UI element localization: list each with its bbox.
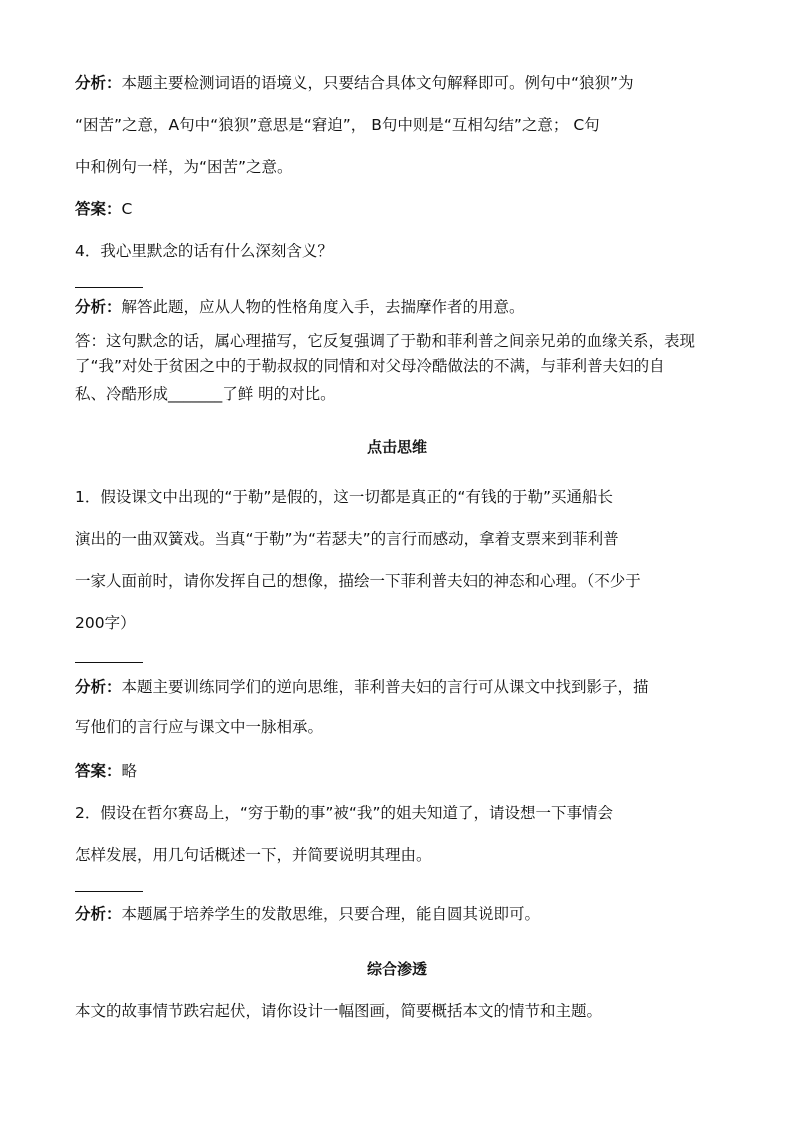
- answer-blank-line: [75, 287, 143, 288]
- s1-q2-analysis: [75, 903, 725, 925]
- answer-blank-line: [75, 662, 143, 663]
- analysis-text: 本题属于培养学生的发散思维，只要合理，能自圆其说即可。: [121, 905, 541, 923]
- s1-q2-line-1: 2．假设在哲尔赛岛上，“穷于勒的事”被“我”的姐夫知道了，请设想一下事情会: [75, 804, 613, 822]
- q3-analysis-line-3: 中和例句一样，为“困苦”之意。: [75, 158, 293, 176]
- s1-q2-line-2: 怎样发展，用几句话概述一下，并简要说明其理由。: [75, 846, 432, 864]
- q4-answer-line-1: 答：这句默念的话，属心理描写，它反复强调了于勒和菲利普之间亲兄弟的血缘关系，表现: [75, 332, 696, 350]
- answer-blank-line: [75, 891, 143, 892]
- s1-q1-line-1: 1．假设课文中出现的“于勒”是假的，这一切都是真正的“有钱的于勒”买通船长: [75, 488, 613, 506]
- s1-q1-analysis-line-2: 写他们的言行应与课文中一脉相承。: [75, 718, 324, 736]
- answer-value: 略: [121, 762, 138, 780]
- analysis-label: 分析：: [75, 74, 122, 92]
- q4-answer-line-2: 了“我”对处于贫困之中的于勒叔叔的同情和对父母冷酷做法的不满，与菲利普夫妇的自: [75, 357, 665, 375]
- analysis-text: 本题主要检测词语的语境义，只要结合具体文句解释即可。例句中“狼狈”为: [121, 74, 634, 92]
- s2-prompt: 本文的故事情节跌宕起伏，请你设计一幅图画，简要概括本文的情节和主题。: [75, 1002, 603, 1020]
- q3-analysis-line-1: [75, 72, 725, 94]
- analysis-text: 本题主要训练同学们的逆向思维，菲利普夫妇的言行可从课文中找到影子，描: [121, 678, 649, 696]
- q3-analysis-line-2: “困苦”之意，A句中“狼狈”意思是“窘迫”， B句中则是“互相勾结”之意； C句: [75, 116, 600, 134]
- analysis-label: 分析：: [75, 905, 122, 923]
- answer-value: C: [121, 200, 133, 218]
- q4-question: 4．我心里默念的话有什么深刻含义？: [75, 242, 333, 260]
- s1-q1-line-2: 演出的一曲双簧戏。当真“于勒”为“若瑟夫”的言行而感动，拿着支票来到菲利普: [75, 530, 619, 548]
- section-title: 综合渗透: [366, 960, 427, 978]
- q3-answer: [75, 198, 725, 220]
- s1-q1-line-4: 200字）: [75, 614, 136, 632]
- answer-label: 答案：: [75, 762, 122, 780]
- q4-analysis: [75, 296, 725, 318]
- analysis-label: 分析：: [75, 298, 122, 316]
- s1-q1-analysis-line-1: [75, 676, 725, 698]
- s1-q1-answer: [75, 760, 725, 782]
- answer-label: 答案：: [75, 200, 122, 218]
- analysis-text: 解答此题，应从人物的性格角度入手，去揣摩作者的用意。: [121, 298, 525, 316]
- q4-answer-line-3: 私、冷酷形成_______了鲜 明的对比。: [75, 385, 336, 403]
- s1-q1-line-3: 一家人面前时，请你发挥自己的想像，描绘一下菲利普夫妇的神态和心理。（不少于: [75, 572, 641, 590]
- analysis-label: 分析：: [75, 678, 122, 696]
- section-title: 点击思维: [366, 438, 427, 456]
